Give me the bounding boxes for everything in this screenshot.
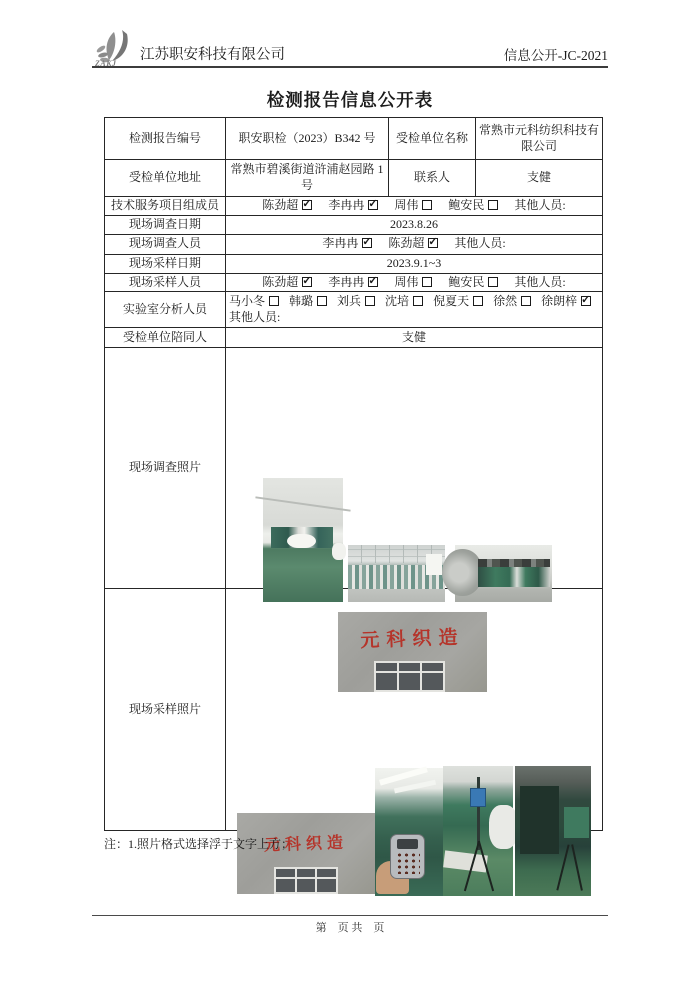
report-no-value: 职安职检（2023）B342 号 [226,118,389,160]
others-label: 其他人员: [454,236,506,251]
window-pane [399,663,420,671]
sampler-box [470,788,486,808]
member-name: 鲍安民 [448,198,485,213]
sample-photo-dark-loom [515,766,591,896]
window-pane [297,869,315,877]
window-pane [317,869,336,877]
photo-detail [426,554,442,575]
member-name: 李冉冉 [328,198,365,213]
table-row [105,328,603,348]
unit-addr-label: 受检单位地址 [105,160,226,197]
photo-detail [255,496,350,511]
member-name: 沈培 [385,294,410,309]
survey-photo-factory-interior [263,478,343,602]
photo-detail [564,807,588,838]
member-name: 陈劲超 [262,274,299,289]
survey-staff-members [226,234,603,254]
others-label: 其他人员: [514,274,566,289]
member-name: 刘兵 [337,294,362,309]
factory-sign-text: 元科织造 [263,834,349,855]
member [394,275,432,289]
table-row [105,160,603,197]
sample-photos-label: 现场采样照片 [105,589,226,831]
survey-photos-label: 现场调查照片 [105,348,226,589]
member [262,198,312,212]
photo-detail [287,534,316,548]
member-checkbox [365,296,375,306]
contact-value: 支健 [476,160,603,197]
member [433,294,483,308]
table-row [105,118,603,160]
window-pane [276,879,294,892]
member-checkbox [488,277,498,287]
table-row [105,273,603,292]
member-name: 徐朗梓 [541,294,578,309]
member-name: 李冉冉 [322,236,359,251]
sample-date-value: 2023.9.1~3 [226,254,603,273]
member [493,294,531,308]
survey-photo-weaving-machines [455,545,552,602]
member-checkbox [368,200,378,210]
page-number-text: 第 页 共 页 [315,922,385,934]
survey-staff-label: 现场调查人员 [105,234,226,254]
page-header [92,24,608,68]
sampling-device [390,834,425,879]
tripod-leg [571,844,583,890]
member-name: 周伟 [394,274,419,289]
member [448,275,498,289]
member-name: 倪夏天 [433,294,470,309]
footer-divider [92,915,608,916]
member-checkbox [422,200,432,210]
member-name: 陈劲超 [388,236,425,251]
company-brand [92,29,285,68]
member-checkbox [413,296,423,306]
member [328,198,378,212]
lab-staff-line2 [229,310,599,326]
sample-date-label: 现场采样日期 [105,254,226,273]
member-checkbox [362,238,372,248]
table-row [105,254,603,273]
member [229,294,279,308]
others-label: 其他人员: [229,309,281,324]
device-keypad [396,852,420,873]
window-pane [422,663,443,671]
member [388,236,438,250]
member [289,294,327,308]
member [541,294,591,308]
member-checkbox [302,200,312,210]
member-name: 徐然 [493,294,518,309]
lab-staff-label: 实验室分析人员 [105,292,226,328]
ceiling-light [394,780,436,794]
sample-photo-factory-sign [237,813,375,894]
companion-value: 支健 [226,328,603,348]
lab-staff-line1 [229,294,599,310]
report-no-label: 检测报告编号 [105,118,226,160]
member-checkbox [269,296,279,306]
table-row [105,292,603,328]
window-pane [376,663,397,671]
window-pane [317,879,336,892]
survey-date-label: 现场调查日期 [105,216,226,235]
table-row [105,234,603,254]
member-checkbox [302,277,312,287]
unit-name-label: 受检单位名称 [389,118,476,160]
logo-abbr-text: ZAKJ [95,59,117,68]
survey-date-value: 2023.8.26 [226,216,603,235]
member-checkbox [581,296,591,306]
sample-photo-handheld-meter [375,768,443,896]
member [337,294,375,308]
window-pane [276,869,294,877]
member-checkbox [368,277,378,287]
company-name: 江苏职安科技有限公司 [140,47,285,63]
photo-detail [332,543,346,560]
member-name: 马小冬 [229,294,266,309]
photo-detail [478,567,550,587]
member-name: 陈劲超 [262,198,299,213]
photo-detail [442,549,483,597]
photo-windows [274,867,337,894]
sample-photo-machine-tripod [443,766,513,896]
member-checkbox [317,296,327,306]
member-checkbox [422,277,432,287]
survey-photo-creel-racks [348,545,445,602]
tech-team-label: 技术服务项目组成员 [105,197,226,216]
footnote: 注：1.照片格式选择浮于文字上方； [104,837,294,851]
doc-code: 信息公开-JC-2021 [503,48,608,63]
survey-photo-factory-sign [338,612,487,692]
company-logo-icon [92,29,138,71]
tech-team-members [226,197,603,216]
member-checkbox [428,238,438,248]
sample-staff-label: 现场采样人员 [105,273,226,292]
member-name: 周伟 [394,198,419,213]
photo-detail [520,786,560,854]
member [322,236,372,250]
member [262,275,312,289]
device-screen [397,839,418,849]
survey-photos-cell [226,348,603,652]
member-checkbox [521,296,531,306]
window-pane [422,673,443,690]
sample-staff-members [226,273,603,292]
member [448,198,498,212]
unit-name-value: 常熟市元科纺织科技有限公司 [476,118,603,160]
member-name: 鲍安民 [448,274,485,289]
member [385,294,423,308]
member-name: 韩璐 [289,294,314,309]
others-label: 其他人员: [514,198,566,213]
member-checkbox [488,200,498,210]
photo-detail [489,805,518,849]
table-row [105,216,603,235]
window-pane [399,673,420,690]
member [394,198,432,212]
contact-label: 联系人 [389,160,476,197]
member-checkbox [473,296,483,306]
factory-sign-text: 元科织造 [360,627,465,652]
window-pane [297,879,315,892]
table-row [105,197,603,216]
companion-label: 受检单位陪同人 [105,328,226,348]
page-title: 检测报告信息公开表 [266,90,434,110]
lab-staff-members [226,292,603,328]
unit-addr-value: 常熟市碧溪街道浒浦赵园路 1 号 [226,160,389,197]
table-row [105,348,603,589]
photo-windows [374,661,446,692]
member-name: 李冉冉 [328,274,365,289]
member [328,275,378,289]
window-pane [376,673,397,690]
